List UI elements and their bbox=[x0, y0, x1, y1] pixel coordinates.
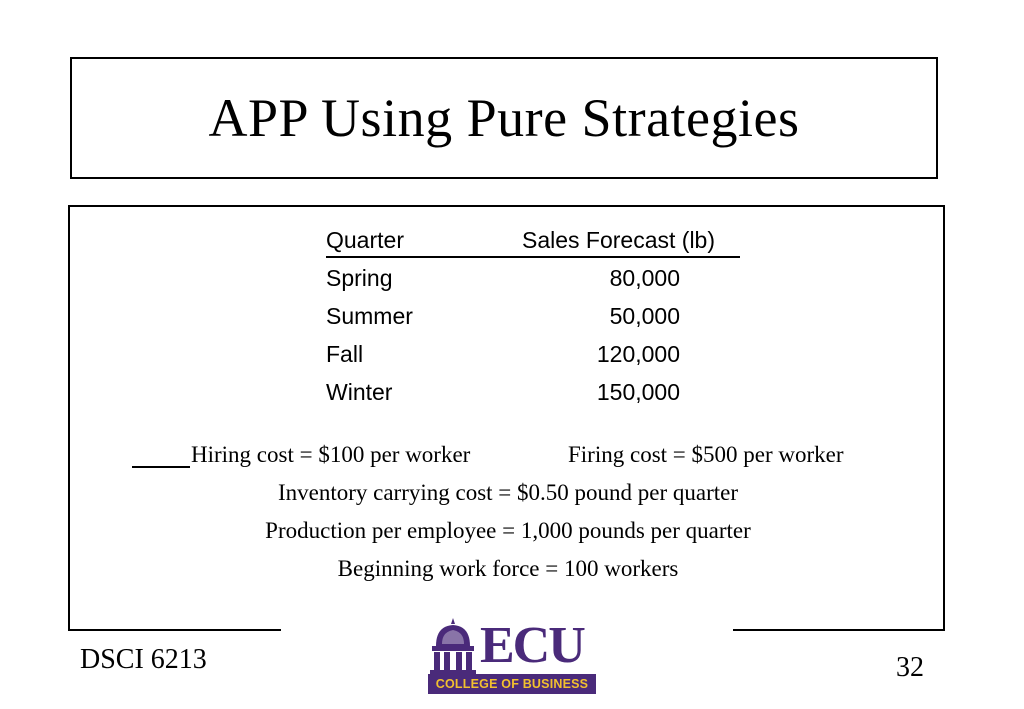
slide-title: APP Using Pure Strategies bbox=[208, 88, 800, 148]
table-row bbox=[326, 378, 746, 416]
table-row bbox=[326, 302, 746, 340]
title-box bbox=[70, 57, 938, 179]
blank-underline bbox=[132, 466, 190, 468]
row-quarter: Summer bbox=[326, 303, 413, 329]
page-number: 32 bbox=[896, 652, 924, 683]
row-quarter: Spring bbox=[326, 265, 393, 291]
row-forecast: 150,000 bbox=[596, 379, 680, 405]
forecast-table bbox=[326, 226, 746, 416]
table-row bbox=[326, 340, 746, 378]
logo-subtitle: COLLEGE OF BUSINESS bbox=[428, 674, 596, 694]
beginning-work-force: Beginning work force = 100 workers bbox=[337, 556, 679, 581]
frame-bottom-right-rule bbox=[733, 629, 945, 631]
logo-wordmark: ECU bbox=[480, 617, 584, 674]
course-code: DSCI 6213 bbox=[80, 644, 207, 675]
row-forecast: 120,000 bbox=[596, 341, 680, 367]
cost-line bbox=[130, 438, 890, 476]
assumptions bbox=[130, 438, 890, 590]
header-quarter: Quarter bbox=[326, 227, 404, 253]
row-forecast: 50,000 bbox=[609, 303, 680, 329]
row-forecast: 80,000 bbox=[609, 265, 680, 291]
row-quarter: Fall bbox=[326, 341, 364, 367]
table-row bbox=[326, 264, 746, 302]
production-per-employee: Production per employee = 1,000 pounds per quarter bbox=[265, 518, 751, 543]
ecu-logo bbox=[428, 616, 598, 696]
header-sales-forecast: Sales Forecast (lb) bbox=[522, 227, 716, 253]
row-quarter: Winter bbox=[326, 379, 393, 405]
cupola-icon bbox=[428, 616, 478, 674]
hiring-cost: Hiring cost = $100 per worker bbox=[191, 442, 471, 467]
forecast-table-header bbox=[326, 226, 740, 258]
frame-bottom-left-rule bbox=[68, 629, 281, 631]
inventory-cost: Inventory carrying cost = $0.50 pound per quarter bbox=[277, 480, 739, 505]
firing-cost: Firing cost = $500 per worker bbox=[568, 442, 844, 467]
